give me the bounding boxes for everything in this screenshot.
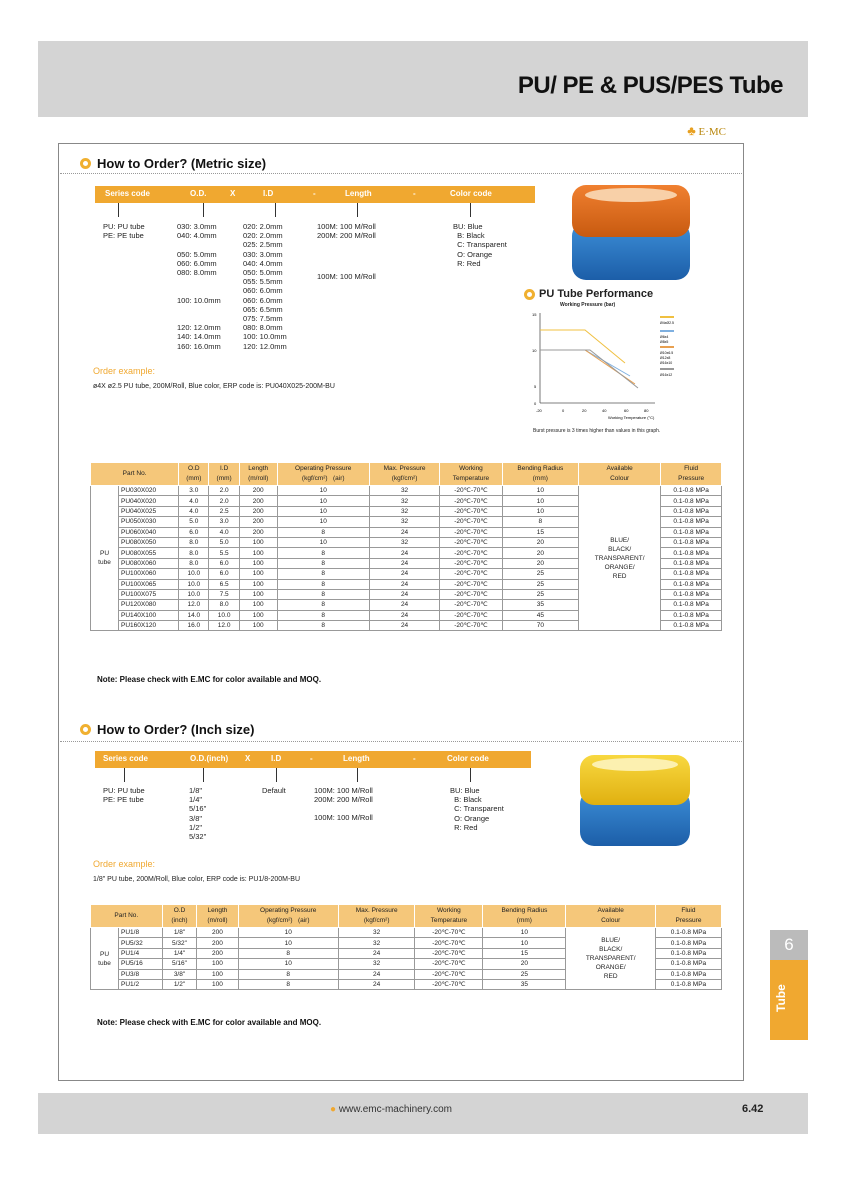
table-cell: PU050X030 [119, 517, 179, 527]
table-cell: 100 [197, 969, 238, 979]
note-metric: Note: Please check with E.MC for color available and MOQ. [97, 675, 322, 684]
table-cell: 24 [338, 948, 415, 958]
table-cell: 24 [369, 589, 439, 599]
svg-text:Ø12x8: Ø12x8 [660, 356, 671, 360]
chapter-label: Tube [774, 984, 788, 1012]
code-color: Color code [447, 754, 489, 763]
table-cell: 8 [238, 969, 338, 979]
table-cell: 8 [277, 548, 369, 558]
table-cell: 4.0 [179, 506, 209, 516]
order-example-label: Order example: [93, 366, 156, 376]
table-cell: PU100X060 [119, 569, 179, 579]
group-label: PU tube [91, 928, 119, 990]
table-cell: 12.0 [209, 621, 239, 631]
table-cell: 0.1-0.8 MPa [661, 600, 722, 610]
tick [124, 768, 125, 782]
table-cell: PU1/4 [119, 948, 163, 958]
bullet-icon [80, 724, 91, 735]
table-cell: 8 [277, 527, 369, 537]
table-cell: 100 [239, 610, 277, 620]
table-cell: -20℃-70℃ [440, 506, 502, 516]
table-cell: PU100X075 [119, 589, 179, 599]
col-header: Max. Pressure (kgf/cm²) [338, 905, 415, 928]
table-cell: PU1/8 [119, 928, 163, 938]
perf-caption: Burst pressure is 3 times higher than values in this graph. [533, 428, 661, 434]
table-cell: 0.1-0.8 MPa [661, 621, 722, 631]
table-cell: 100 [239, 537, 277, 547]
table-cell: 8 [238, 948, 338, 958]
table-cell: -20℃-70℃ [415, 959, 483, 969]
table-cell: PU040X020 [119, 496, 179, 506]
chapter-number: 6 [770, 930, 808, 960]
table-cell: 24 [369, 558, 439, 568]
table-cell: PU030X020 [119, 486, 179, 496]
code-x: X [245, 754, 251, 763]
table-cell: -20℃-70℃ [440, 527, 502, 537]
tick [357, 203, 358, 217]
table-cell: 10.0 [209, 610, 239, 620]
code-length: Length [345, 189, 372, 198]
colour-cell: BLUE/ BLACK/ TRANSPARENT/ ORANGE/ RED [566, 928, 655, 990]
perf-xlabel: Working Temperature (°C) [608, 415, 655, 420]
inch-length-options: 100M: 100 M/Roll 200M: 200 M/Roll [314, 786, 373, 805]
code-series: Series code [105, 189, 150, 198]
xtick: -20 [536, 408, 542, 413]
table-cell: 0.1-0.8 MPa [661, 527, 722, 537]
table-cell: 0.1-0.8 MPa [655, 959, 721, 969]
globe-icon: ● [330, 1104, 337, 1115]
table-cell: 8 [277, 579, 369, 589]
id-options: 020: 2.0mm 020: 2.0mm 025: 2.5mm 030: 3.0mm 040: 4.0mm 050: 5.0mm 055: 5.5mm 060: 6.0mm 060: 6.0mm 065: 6.5mm 075: 7.5mm 080: 8.0mm 100: 10.0mm 120: 12.0mm [243, 222, 287, 351]
table-cell: -20℃-70℃ [440, 486, 502, 496]
col-header: Fluid Pressure [655, 905, 721, 928]
table-cell: 10 [277, 506, 369, 516]
tick [203, 768, 204, 782]
table-cell: 35 [483, 979, 566, 989]
table-cell: 12.0 [179, 600, 209, 610]
page-title: PU/ PE & PUS/PES Tube [517, 72, 783, 99]
code-od: O.D.(inch) [190, 754, 229, 763]
perf-chart [530, 308, 690, 428]
table-cell: PU080X055 [119, 548, 179, 558]
color-options: BU: Blue B: Black C: Transparent O: Orange R: Red [453, 222, 507, 268]
svg-text:Ø10x6.5: Ø10x6.5 [660, 351, 674, 355]
col-header: Bending Radius (mm) [483, 905, 566, 928]
table-cell: 3.0 [179, 486, 209, 496]
table-cell: -20℃-70℃ [440, 558, 502, 568]
series-4 [540, 350, 638, 388]
table-cell: 24 [369, 579, 439, 589]
table-cell: 10 [502, 506, 578, 516]
table-cell: 100 [239, 600, 277, 610]
table-cell: 32 [369, 537, 439, 547]
table-cell: 100 [239, 558, 277, 568]
table-cell: 32 [338, 938, 415, 948]
table-cell: 6.0 [209, 569, 239, 579]
table-cell: 32 [369, 506, 439, 516]
length-options-2: 100M: 100 M/Roll [317, 272, 376, 281]
table-cell: 4.0 [209, 527, 239, 537]
code-color: Color code [450, 189, 492, 198]
col-header: I.D (mm) [209, 463, 239, 486]
table-cell: 0.1-0.8 MPa [661, 548, 722, 558]
col-header: Available Colour [566, 905, 655, 928]
table-cell: 10 [238, 938, 338, 948]
table-cell: PU080X060 [119, 558, 179, 568]
divider [60, 173, 742, 174]
table-cell: 10.0 [179, 569, 209, 579]
table-cell: 6.0 [179, 527, 209, 537]
col-header: O.D (mm) [179, 463, 209, 486]
table-cell: 5.5 [209, 548, 239, 558]
tick [276, 768, 277, 782]
table-cell: 32 [369, 486, 439, 496]
ytick-5: 5 [534, 384, 537, 389]
code-id: I.D [271, 754, 282, 763]
tick [275, 203, 276, 217]
table-cell: 24 [369, 569, 439, 579]
table-cell: PU1/2 [119, 979, 163, 989]
table-cell: 70 [502, 621, 578, 631]
table-cell: 10 [502, 486, 578, 496]
table-cell: 15 [502, 527, 578, 537]
col-header: Operating Pressure (kgf/cm²) (air) [238, 905, 338, 928]
xtick: 40 [602, 408, 607, 413]
table-cell: 100 [239, 579, 277, 589]
note-inch: Note: Please check with E.MC for color available and MOQ. [97, 1018, 322, 1027]
table-cell: 24 [369, 548, 439, 558]
table-cell: 10 [238, 928, 338, 938]
col-header: Part No. [91, 905, 163, 928]
table-cell: 35 [502, 600, 578, 610]
table-row [91, 486, 722, 496]
table-cell: 5/16" [162, 959, 197, 969]
table-cell: 24 [369, 527, 439, 537]
table-cell: -20℃-70℃ [440, 579, 502, 589]
table-cell: 10 [502, 496, 578, 506]
table-row [91, 928, 722, 938]
table-cell: -20℃-70℃ [440, 621, 502, 631]
table-cell: 32 [338, 959, 415, 969]
xtick: 0 [562, 408, 565, 413]
order-example-text: ø4X ø2.5 PU tube, 200M/Roll, Blue color, ERP code is: PU040X025-200M-BU [93, 383, 335, 390]
tick [203, 203, 204, 217]
logo-text: E·MC [698, 126, 726, 138]
ytick-15: 15 [532, 312, 537, 317]
table-cell: 100 [239, 621, 277, 631]
table-cell: -20℃-70℃ [415, 938, 483, 948]
xtick: 20 [582, 408, 587, 413]
table-cell: 0.1-0.8 MPa [655, 969, 721, 979]
code-dash2: - [413, 754, 416, 763]
inch-order-example-text: 1/8" PU tube, 200M/Roll, Blue color, ERP code is: PU1/8-200M-BU [93, 876, 301, 883]
table-cell: 20 [502, 537, 578, 547]
table-cell: PU3/8 [119, 969, 163, 979]
inch-id-options: Default [262, 786, 286, 795]
table-cell: PU5/16 [119, 959, 163, 969]
code-dash1: - [313, 189, 316, 198]
table-cell: 100 [239, 589, 277, 599]
col-header: Max. Pressure (kgf/cm²) [369, 463, 439, 486]
table-cell: 15 [483, 948, 566, 958]
table-cell: 20 [502, 558, 578, 568]
table-cell: 32 [338, 928, 415, 938]
table-cell: PU140X100 [119, 610, 179, 620]
metric-code-bar [95, 186, 535, 203]
code-x: X [230, 189, 236, 198]
colour-cell: BLUE/ BLACK/ TRANSPARENT/ ORANGE/ RED [579, 486, 661, 631]
code-od: O.D. [190, 189, 207, 198]
table-cell: 3/8" [162, 969, 197, 979]
table-cell: 200 [239, 506, 277, 516]
col-header: Operating Pressure (kgf/cm²) (air) [277, 463, 369, 486]
table-cell: 24 [369, 600, 439, 610]
col-header: Working Temperature [440, 463, 502, 486]
code-id: I.D [263, 189, 274, 198]
table-cell: PU060X040 [119, 527, 179, 537]
table-cell: 25 [502, 589, 578, 599]
code-length: Length [343, 754, 370, 763]
length-options: 100M: 100 M/Roll 200M: 200 M/Roll [317, 222, 376, 241]
table-cell: 0.1-0.8 MPa [661, 506, 722, 516]
table-cell: 24 [369, 610, 439, 620]
table-cell: -20℃-70℃ [415, 969, 483, 979]
tick [470, 768, 471, 782]
table-cell: 8.0 [179, 548, 209, 558]
table-cell: 200 [197, 938, 238, 948]
series-options: PU: PU tube PE: PE tube [103, 222, 145, 241]
table-cell: -20℃-70℃ [440, 548, 502, 558]
table-cell: -20℃-70℃ [440, 610, 502, 620]
table-cell: 6.0 [209, 558, 239, 568]
table-cell: 100 [239, 569, 277, 579]
table-cell: -20℃-70℃ [440, 589, 502, 599]
table-cell: 20 [502, 548, 578, 558]
table-cell: 45 [502, 610, 578, 620]
svg-text:Ø6x4: Ø6x4 [660, 335, 669, 339]
table-cell: PU040X025 [119, 506, 179, 516]
table-cell: 100 [197, 979, 238, 989]
code-dash2: - [413, 189, 416, 198]
col-header: Fluid Pressure [661, 463, 722, 486]
tick [470, 203, 471, 217]
table-cell: 24 [338, 969, 415, 979]
table-cell: 0.1-0.8 MPa [661, 589, 722, 599]
series-1 [540, 330, 625, 363]
divider [60, 741, 742, 742]
table-cell: 200 [197, 928, 238, 938]
table-cell: -20℃-70℃ [440, 569, 502, 579]
metric-section-title: How to Order? (Metric size) [80, 156, 266, 171]
table-cell: 25 [483, 969, 566, 979]
col-header: Part No. [91, 463, 179, 486]
inch-series-options: PU: PU tube PE: PE tube [103, 786, 145, 805]
table-cell: 14.0 [179, 610, 209, 620]
table-cell: 0.1-0.8 MPa [661, 558, 722, 568]
inch-spec-table [90, 904, 722, 990]
table-cell: -20℃-70℃ [440, 517, 502, 527]
table-cell: 0.1-0.8 MPa [655, 948, 721, 958]
table-cell: 25 [502, 579, 578, 589]
table-cell: 0.1-0.8 MPa [655, 979, 721, 989]
svg-text:Ø8x5: Ø8x5 [660, 340, 669, 344]
table-cell: 8.0 [209, 600, 239, 610]
perf-title: PU Tube Performance [524, 288, 653, 300]
footer-url[interactable]: ● www.emc-machinery.com [330, 1104, 452, 1115]
table-cell: 200 [239, 496, 277, 506]
inch-od-options: 1/8" 1/4" 5/16" 3/8" 1/2" 5/32" [189, 786, 207, 842]
table-cell: PU100X065 [119, 579, 179, 589]
table-cell: 10 [277, 517, 369, 527]
table-cell: 0.1-0.8 MPa [661, 517, 722, 527]
table-cell: 10 [277, 537, 369, 547]
brand-logo [687, 123, 726, 139]
code-dash1: - [310, 754, 313, 763]
table-cell: 5.0 [209, 537, 239, 547]
tick [118, 203, 119, 217]
table-cell: -20℃-70℃ [415, 928, 483, 938]
table-cell: 7.5 [209, 589, 239, 599]
table-cell: 6.5 [209, 579, 239, 589]
page-number: 6.42 [742, 1103, 764, 1115]
table-cell: 8.0 [179, 558, 209, 568]
col-header: Available Colour [579, 463, 661, 486]
table-cell: 4.0 [179, 496, 209, 506]
col-header: Working Temperature [415, 905, 483, 928]
metric-spec-table [90, 462, 722, 631]
table-cell: 8 [277, 600, 369, 610]
group-label: PU tube [91, 486, 119, 631]
col-header: O.D (inch) [162, 905, 197, 928]
table-cell: 8 [277, 610, 369, 620]
table-cell: 25 [502, 569, 578, 579]
table-cell: 10 [277, 486, 369, 496]
table-cell: 200 [197, 948, 238, 958]
table-cell: 2.5 [209, 506, 239, 516]
table-cell: 100 [239, 548, 277, 558]
table-cell: 0.1-0.8 MPa [661, 579, 722, 589]
table-cell: 10.0 [179, 589, 209, 599]
table-cell: -20℃-70℃ [440, 600, 502, 610]
table-cell: 100 [197, 959, 238, 969]
table-cell: PU120X080 [119, 600, 179, 610]
table-cell: -20℃-70℃ [440, 496, 502, 506]
table-cell: 16.0 [179, 621, 209, 631]
table-cell: 2.0 [209, 486, 239, 496]
table-cell: 0.1-0.8 MPa [661, 569, 722, 579]
perf-ylabel: Working Pressure (bar) [560, 302, 616, 308]
col-header: Length (m/roll) [239, 463, 277, 486]
table-cell: 2.0 [209, 496, 239, 506]
flame-icon: ♣ [687, 123, 696, 138]
table-cell: 32 [369, 517, 439, 527]
inch-code-bar [95, 751, 531, 768]
inch-length-options-2: 100M: 100 M/Roll [314, 813, 373, 822]
table-cell: 0.1-0.8 MPa [661, 486, 722, 496]
table-cell: 10 [238, 959, 338, 969]
table-cell: 24 [338, 979, 415, 989]
svg-text:Ø4xØ2.5: Ø4xØ2.5 [660, 321, 675, 325]
table-cell: 20 [483, 959, 566, 969]
table-cell: 0.1-0.8 MPa [661, 537, 722, 547]
table-cell: PU160X120 [119, 621, 179, 631]
svg-text:Ø16x12: Ø16x12 [660, 373, 673, 377]
table-cell: 24 [369, 621, 439, 631]
table-cell: 8 [277, 569, 369, 579]
table-cell: 8 [238, 979, 338, 989]
table-cell: 1/4" [162, 948, 197, 958]
bullet-icon [524, 289, 535, 300]
table-cell: 10 [483, 938, 566, 948]
table-cell: 5/32" [162, 938, 197, 948]
table-cell: 0.1-0.8 MPa [655, 938, 721, 948]
xtick: 80 [644, 408, 649, 413]
ytick-10: 10 [532, 348, 537, 353]
series-2 [540, 350, 630, 376]
xtick: 60 [624, 408, 629, 413]
table-cell: 200 [239, 527, 277, 537]
table-cell: 8 [277, 621, 369, 631]
table-cell: 8 [502, 517, 578, 527]
inch-order-example-label: Order example: [93, 859, 156, 869]
col-header: Length (m/roll) [197, 905, 238, 928]
table-cell: 5.0 [179, 517, 209, 527]
chapter-tab [770, 960, 808, 1040]
table-cell: 10 [483, 928, 566, 938]
table-cell: 1/8" [162, 928, 197, 938]
table-cell: 10.0 [179, 579, 209, 589]
col-header: Bending Radius (mm) [502, 463, 578, 486]
table-cell: 0.1-0.8 MPa [661, 610, 722, 620]
svg-text:Ø16x10: Ø16x10 [660, 361, 673, 365]
table-cell: 8 [277, 558, 369, 568]
table-cell: -20℃-70℃ [415, 979, 483, 989]
table-cell: 200 [239, 486, 277, 496]
code-series: Series code [103, 754, 148, 763]
bullet-icon [80, 158, 91, 169]
table-cell: PU080X050 [119, 537, 179, 547]
table-cell: 8 [277, 589, 369, 599]
tick [357, 768, 358, 782]
table-cell: PU5/32 [119, 938, 163, 948]
table-cell: -20℃-70℃ [440, 537, 502, 547]
table-cell: -20℃-70℃ [415, 948, 483, 958]
series-3 [540, 350, 635, 384]
table-cell: 0.1-0.8 MPa [661, 496, 722, 506]
table-cell: 8.0 [179, 537, 209, 547]
table-cell: 1/2" [162, 979, 197, 989]
table-cell: 3.0 [209, 517, 239, 527]
table-cell: 32 [369, 496, 439, 506]
inch-section-title: How to Order? (Inch size) [80, 722, 254, 737]
table-cell: 10 [277, 496, 369, 506]
table-cell: 200 [239, 517, 277, 527]
od-options: 030: 3.0mm 040: 4.0mm 050: 5.0mm 060: 6.0mm 080: 8.0mm 100: 10.0mm 120: 12.0mm 140: 14.0mm 160: 16.0mm [177, 222, 221, 351]
ytick-0: 0 [534, 401, 537, 406]
inch-color-options: BU: Blue B: Black C: Transparent O: Orange R: Red [450, 786, 504, 832]
table-cell: 0.1-0.8 MPa [655, 928, 721, 938]
